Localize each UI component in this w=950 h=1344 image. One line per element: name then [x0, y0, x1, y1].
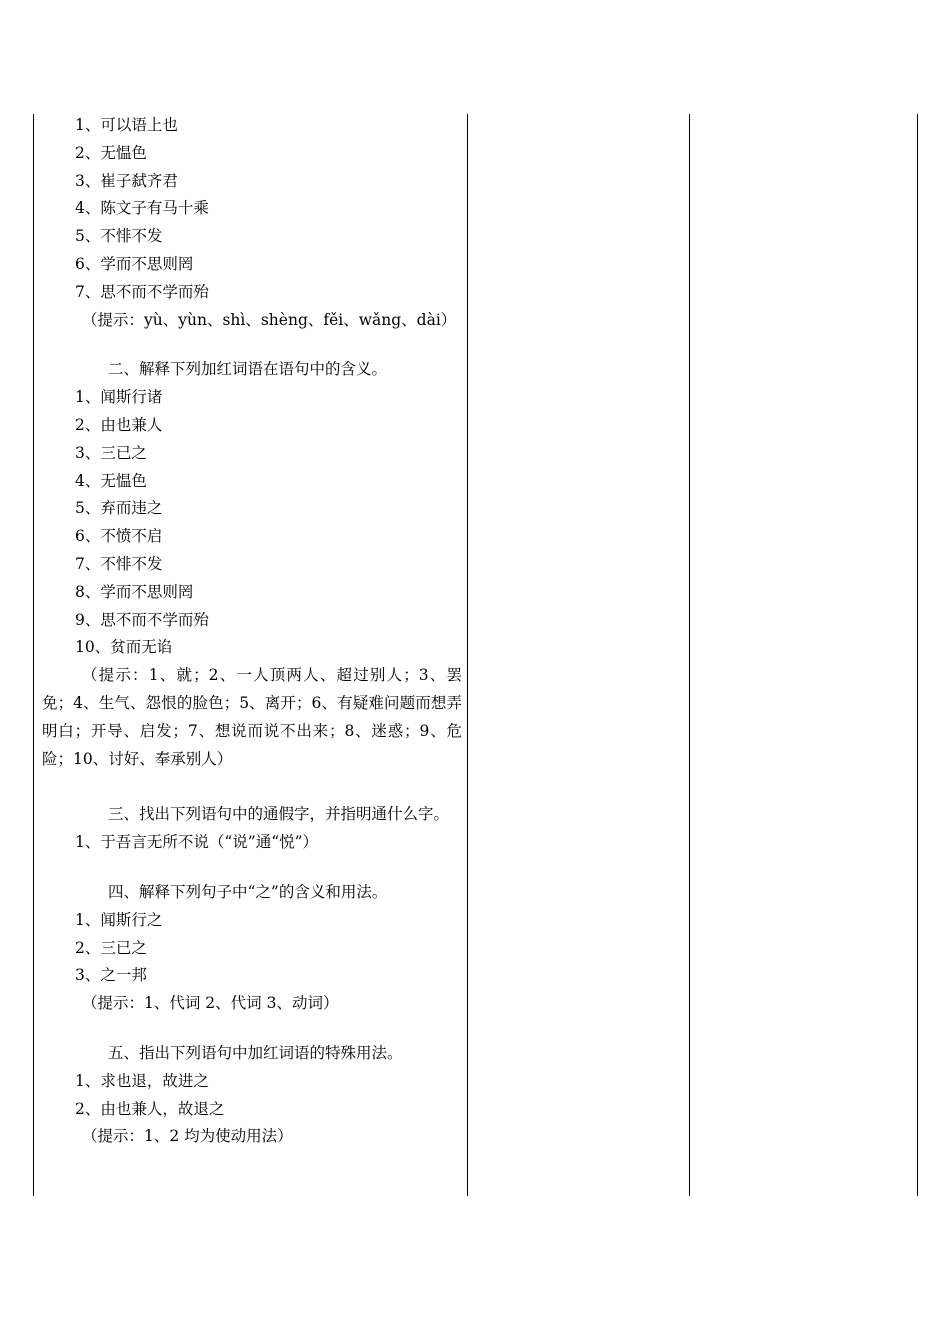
- section-heading: 四、解释下列句子中“之”的含义和用法。: [108, 882, 388, 901]
- hint-paragraph: [42, 662, 462, 773]
- list-item: 7、思不而不学而殆: [75, 282, 209, 301]
- list-item: 7、不悱不发: [75, 554, 163, 573]
- list-item: 6、不愤不启: [75, 527, 163, 546]
- list-item: 3、三已之: [75, 443, 147, 462]
- list-item: 1、于吾言无所不说（“说”通“悦”）: [75, 833, 319, 852]
- list-item: 2、三已之: [75, 938, 147, 957]
- list-item: 4、陈文子有马十乘: [75, 199, 209, 218]
- hint-text: （提示：1、2 均为使动用法）: [82, 1127, 293, 1146]
- section-tongjiazi: [42, 801, 462, 857]
- list-item: 4、无愠色: [75, 471, 147, 490]
- list-item: 5、不悱不发: [75, 227, 163, 246]
- section-meaning: [42, 356, 462, 773]
- section-heading: 五、指出下列语句中加红词语的特殊用法。: [108, 1043, 403, 1062]
- section-heading-wrap: [42, 801, 462, 829]
- list-item: 5、弃而违之: [75, 499, 163, 518]
- list-item: 2、由也兼人: [75, 415, 163, 434]
- table-border-divider-1: [467, 114, 468, 1196]
- table-border-divider-2: [689, 114, 690, 1196]
- hint-text: （提示：1、代词 2、代词 3、动词）: [82, 994, 339, 1013]
- worksheet-column: [42, 112, 462, 1151]
- list-item: 1、可以语上也: [75, 116, 178, 134]
- section-pronunciation: [42, 112, 462, 334]
- section-heading: 二、解释下列加红词语在语句中的含义。: [108, 360, 388, 379]
- list-item: 2、由也兼人，故退之: [75, 1099, 225, 1118]
- table-border-left: [33, 114, 34, 1196]
- list-item: 9、思不而不学而殆: [75, 610, 209, 629]
- section-heading: 三、找出下列语句中的通假字，并指明通什么字。: [108, 805, 450, 824]
- list-item: 1、求也退，故进之: [75, 1071, 209, 1090]
- list-item: 10、贫而无谄: [75, 638, 173, 657]
- list-item: 3、之一邦: [75, 966, 147, 985]
- list-item: 2、无愠色: [75, 143, 147, 162]
- section-special-usage: [42, 1040, 462, 1151]
- list-item: 8、学而不思则罔: [75, 582, 194, 601]
- list-item: 1、闻斯行之: [75, 910, 163, 929]
- list-item: 3、崔子弑齐君: [75, 171, 178, 190]
- hint-text: （提示：1、就；2、一人顶两人、超过别人；3、罢免；4、生气、怨恨的脸色；5、离开；6、有疑难问题而想弄明白；开导、启发；7、想说而说不出来；8、迷惑；9、危险；10、讨好、奉承别人）: [42, 666, 462, 768]
- hint-text: （提示：yù、yùn、shì、shèng、fěi、wǎng、dài）: [82, 310, 457, 329]
- list-item: 1、闻斯行诸: [75, 388, 163, 407]
- section-zhi-usage: [42, 879, 462, 1018]
- list-item: 6、学而不思则罔: [75, 254, 194, 273]
- table-border-right: [917, 114, 918, 1196]
